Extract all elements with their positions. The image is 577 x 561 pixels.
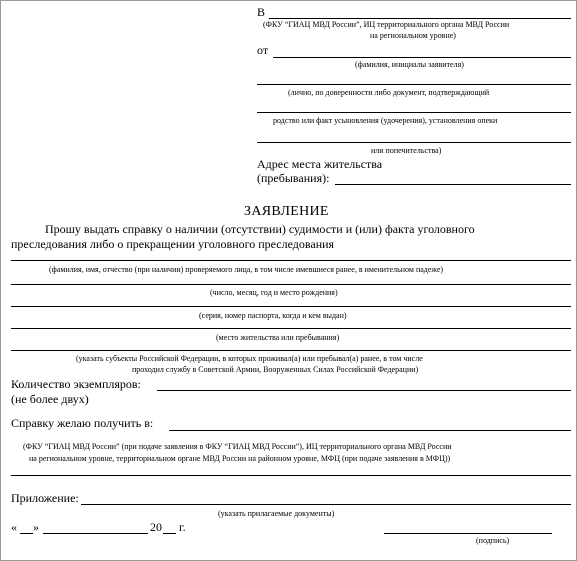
hint-regions-1: (указать субъекты Российской Федерации, в которых проживал(а) или пребывал(а) ранее, в том числе [76, 354, 423, 363]
receive-hint-2: на региональном уровне, территориальном органе МВД России на районном уровне, МФЦ (при подаче заявления в МФЦ)) [29, 454, 451, 463]
date-year-line[interactable] [163, 533, 176, 534]
copies-line[interactable] [157, 390, 571, 391]
passport-line[interactable] [11, 306, 571, 307]
hint-name: (фамилия, имя, отчество (при наличии) проверяемого лица, в том числе имевшиеся ранее, в именительном падеже) [49, 265, 444, 274]
hint-residence: (место жительства или пребывания) [216, 333, 340, 342]
date-year-prefix: 20 [150, 520, 162, 534]
from-prefix: от [257, 43, 269, 57]
from-line[interactable] [273, 57, 571, 58]
date-open-quote: « [11, 520, 17, 534]
address-label-1: Адрес места жительства [257, 157, 383, 171]
receive-line[interactable] [169, 430, 571, 431]
date-close-quote: » [33, 520, 39, 534]
basis-line-2[interactable] [257, 112, 571, 113]
residence-line[interactable] [11, 328, 571, 329]
signature-line[interactable] [384, 533, 552, 534]
basis-line-3[interactable] [257, 142, 571, 143]
date-month-line[interactable] [43, 533, 148, 534]
basis-line-1[interactable] [257, 84, 571, 85]
hint-passport: (серия, номер паспорта, когда и кем выдан) [199, 311, 347, 320]
attachment-hint: (указать прилагаемые документы) [218, 509, 335, 518]
regions-line[interactable] [11, 350, 571, 351]
hint-regions-2: проходил службу в Советской Армии, Вооруженных Силах Российской Федерации) [132, 365, 419, 374]
receive-hint-1: (ФКУ “ГИАЦ МВД России” (при подаче заявления в ФКУ “ГИАЦ МВД России”), ИЦ территориального органа МВД России [23, 442, 452, 451]
request-line-1: Прошу выдать справку о наличии (отсутствии) судимости и (или) факта уголовного [45, 222, 475, 236]
address-line[interactable] [335, 184, 571, 185]
signature-hint: (подпись) [476, 536, 510, 545]
from-hint: (фамилия, инициалы заявителя) [355, 60, 464, 69]
date-day-line[interactable] [20, 533, 33, 534]
name-line[interactable] [11, 260, 571, 261]
attachment-line[interactable] [81, 504, 571, 505]
basis-hint-2: родство или факт усыновления (удочерения), установления опеки [273, 116, 498, 125]
birth-line[interactable] [11, 284, 571, 285]
address-label-2: (пребывания): [257, 171, 330, 185]
copies-label-1: Количество экземпляров: [11, 377, 141, 391]
copies-label-2: (не более двух) [11, 392, 89, 406]
basis-hint-3: или попечительства) [371, 146, 442, 155]
date-year-suffix: г. [179, 520, 186, 534]
hint-birth: (число, месяц, год и место рождения) [210, 288, 338, 297]
attachment-label: Приложение: [11, 491, 79, 505]
to-hint-1: (ФКУ “ГИАЦ МВД России”, ИЦ территориального органа МВД России [263, 20, 510, 29]
form-title: ЗАЯВЛЕНИЕ [244, 204, 329, 219]
request-line-2: преследования либо о прекращении уголовного преследования [11, 237, 335, 251]
to-prefix: В [257, 5, 266, 19]
basis-hint-1: (лично, по доверенности либо документ, подтверждающий [288, 88, 490, 97]
to-hint-2: на региональном уровне) [370, 31, 456, 40]
receive-line-2[interactable] [11, 475, 571, 476]
receive-label: Справку желаю получить в: [11, 416, 154, 430]
to-line[interactable] [269, 18, 571, 19]
